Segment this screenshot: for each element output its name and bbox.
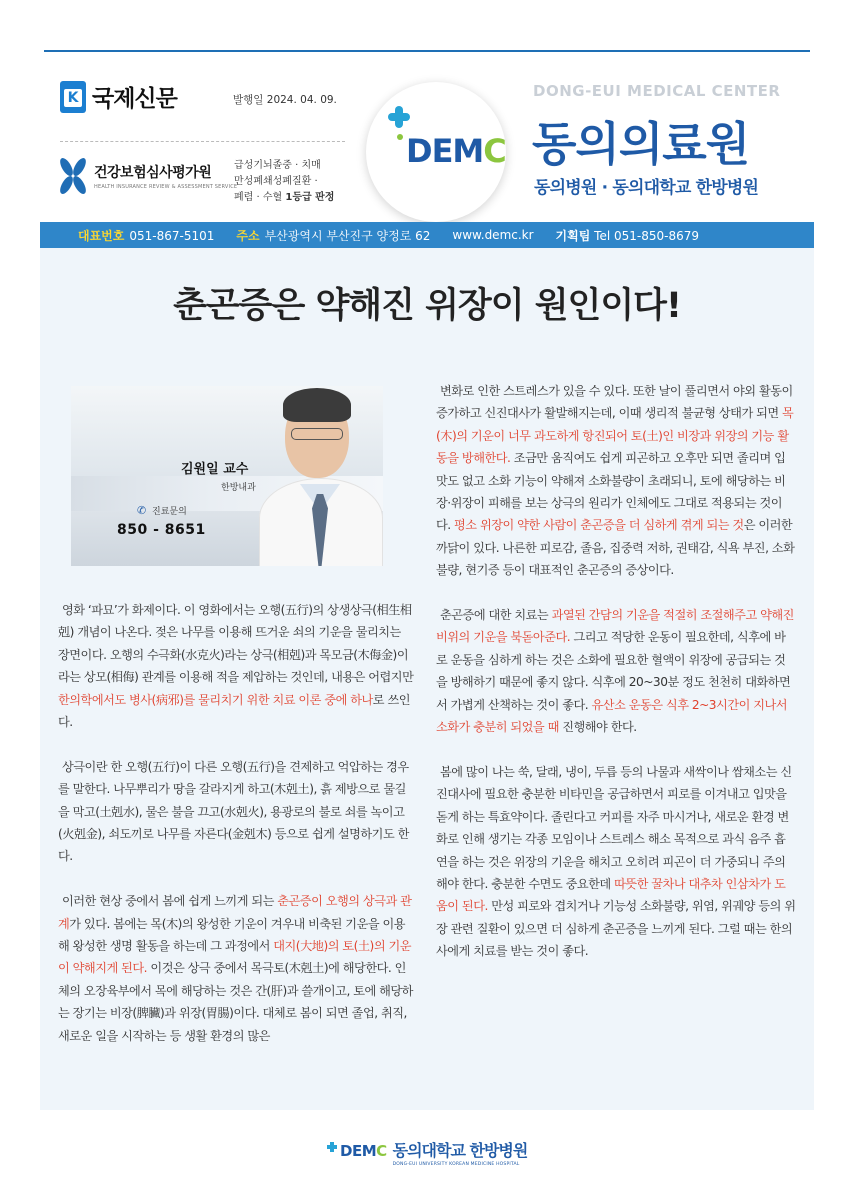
footer-demc <box>340 1142 387 1160</box>
newspaper-badge-letter: K <box>64 89 82 107</box>
demc-logo <box>366 82 506 222</box>
article-right-column <box>436 380 796 985</box>
paragraph <box>58 756 414 868</box>
main-phone-label: 대표번호 <box>78 228 125 243</box>
highlight-text: 목(木)의 기운이 너무 과도하게 항진되어 토(土)인 비장과 위장의 기능 활동을 방해한다. <box>436 406 794 466</box>
highlight-text: 대지(大地)의 토(土)의 기운이 약해지게 된다. <box>58 939 412 976</box>
demc-wordmark <box>406 132 506 170</box>
address: 부산광역시 부산진구 양정로 62 <box>264 228 431 243</box>
doctor-department: 한방내과 <box>221 483 256 493</box>
newspaper-badge-icon <box>60 81 86 113</box>
paragraph <box>436 604 796 738</box>
text-run: 그리고 적당한 운동이 필요한데, 식후에 바로 운동을 심하게 하는 것은 소화에 필요한 혈액이 위장에 공급되는 것을 방해하기 때문에 좋지 않다. 식후에 20~30분 정도 천천히 대화하면서 가볍게 산책하는 것이 좋다. <box>436 630 791 712</box>
newspaper-logo <box>60 80 177 113</box>
contact-bar <box>40 222 814 248</box>
text-run: 이것은 상극 중에서 목극토(木剋土)에 해당한다. 인체의 오장육부에서 목에 해당하는 것은 간(肝)과 쓸개이고, 토에 해당하는 장기는 비장(脾臟)과 위장(胃腸)이다. 대체로 봄이 되면 졸업, 취직, 새로운 일을 시작하는 등 생활 환경의 많은 <box>58 961 413 1043</box>
paragraph <box>436 761 796 963</box>
grade-line-2: 만성폐쇄성폐질환 · <box>234 176 318 187</box>
plan-tel: Tel 051-850-8679 <box>594 228 699 243</box>
brand-subtitle: 동의병원 · 동의대학교 한방병원 <box>534 178 759 198</box>
text-run: 가 있다. 봄에는 목(木)의 왕성한 기운이 겨우내 비축된 기운을 이용해 왕성한 생명 활동을 하는데 그 과정에서 <box>58 916 406 954</box>
doctor-phone-label <box>137 504 187 517</box>
demc-letter-c: C <box>483 132 506 170</box>
hira-name: 건강보험심사평가원 <box>94 165 212 181</box>
text-run: 만성 피로와 겹치거나 기능성 소화불량, 위염, 위궤양 등의 위장 관련 질환이 있으면 더 심하게 춘곤증을 느끼게 된다. 그럴 때는 한의사에게 치료를 받는 것이 좋다. <box>436 899 796 959</box>
footer-cross-icon <box>327 1142 337 1152</box>
article-left-column <box>58 599 414 1069</box>
doctor-photo <box>71 386 383 566</box>
brand-korean: 동의의료원 <box>532 117 750 171</box>
grade-line-3-prefix: 폐렴 · 수혈 <box>234 192 286 203</box>
highlight-text: 따뜻한 꿀차나 대추차 인삼차가 도움이 된다. <box>436 876 786 914</box>
text-run: 조금만 움직여도 쉽게 피곤하고 오후만 되면 졸리며 입맛도 없고 소화 기능이 약해져 소화불량이 초래되니, 토에 해당하는 비장·위장이 피해를 보는 상극의 원리가 인체에도 그대로 적용되는 것이다. <box>436 451 786 533</box>
highlight-text: 과열된 간담의 기운을 적절히 조절해주고 약해진 비위의 기운을 북돋아준다. <box>436 608 794 645</box>
text-run: 이러한 현상 중에서 봄에 쉽게 느끼게 되는 <box>62 894 278 909</box>
text-run: 상극이란 한 오행(五行)이 다른 오행(五行)을 견제하고 억압하는 경우를 말한다. 나무뿌리가 땅을 갈라지게 하고(木剋土), 흙 제방으로 물길을 막고(土剋水), 물은 불을 끄고(水剋火), 용광로의 불로 쇠를 녹이고(火剋金), 쇠도끼로 나무를 자른다(金剋木) 등으로 쉽게 설명하기도 한다. <box>58 759 409 864</box>
brand-english: DONG-EUI MEDICAL CENTER <box>533 82 781 100</box>
address-label: 주소 <box>236 228 260 243</box>
grade-line-3 <box>234 190 334 206</box>
grade-line-1: 급성기뇌졸중 · 치매 <box>234 160 321 171</box>
footer-demc-c: C <box>376 1142 387 1160</box>
text-run: 춘곤증에 대한 치료는 <box>440 608 552 623</box>
hira-mark-icon <box>60 157 86 195</box>
main-phone: 051-867-5101 <box>129 228 215 243</box>
doctor-name: 김원일 교수 <box>181 462 249 477</box>
doctor-phone-label-text: 진료문의 <box>152 507 187 517</box>
publication-date: 발행일 2024. 04. 09. <box>233 94 337 106</box>
plan-label: 기획팀 <box>555 228 591 243</box>
hospital-cross-icon <box>388 106 410 128</box>
paragraph <box>58 890 414 1047</box>
highlight-text: 유산소 운동은 식후 2~3시간이 지나서 소화가 충분히 되었을 때 <box>436 697 788 735</box>
website-link[interactable]: www.demc.kr <box>452 228 534 242</box>
article-headline: 춘곤증은 약해진 위장이 원인이다! <box>173 286 681 326</box>
grade-info <box>234 158 334 206</box>
paragraph <box>436 380 796 582</box>
hira-logo <box>60 157 237 195</box>
footer-logo <box>327 1138 527 1167</box>
text-run: 로 쓰인다. <box>58 692 410 730</box>
text-run: 은 이러한 까닭이 있다. 나른한 피로감, 졸음, 집중력 저하, 권태감, 식욕 부진, 소화불량, 현기증 등이 대표적인 춘곤증의 증상이다. <box>436 518 795 578</box>
footer-hospital-name: 동의대학교 한방병원 <box>392 1141 528 1160</box>
text-run: 진행해야 한다. <box>558 720 637 735</box>
footer-hospital-english: DONG-EUI UNIVERSITY KOREAN MEDICINE HOSPITAL <box>392 1162 520 1167</box>
footer-demc-text: DEM <box>340 1142 377 1160</box>
top-divider <box>44 50 810 52</box>
demc-letter-d: D <box>406 132 432 170</box>
text-run: 봄에 많이 나는 쑥, 달래, 냉이, 두릅 등의 나물과 새싹이나 쌈채소는 신진대사에 필요한 충분한 비타민을 공급하면서 피로를 이겨내고 입맛을 돋게 하는 특효약이다. 졸린다고 커피를 자주 마시거나, 새로운 환경 변화로 인해 생기는 각종 모임이나 스트레스 해소 목적으로 과식 음주 흡연을 하는 것은 위장의 기운을 해치고 오히려 피곤이 더 가중되니 주의해야 한다. 충분한 수면도 중요한데 <box>436 764 792 891</box>
highlight-text: 한의학에서도 병사(病邪)를 물리치기 위한 치료 이론 중에 하나 <box>58 692 373 707</box>
hira-subtitle: HEALTH INSURANCE REVIEW & ASSESSMENT SERVICE <box>94 184 238 190</box>
highlight-text: 춘곤증이 오행의 상극과 관계 <box>58 894 412 931</box>
text-run: 영화 ‘파묘’가 화제이다. 이 영화에서는 오행(五行)의 상생상극(相生相剋) 개념이 나온다. 젖은 나무를 이용해 뜨거운 쇠의 기운을 물리치는 장면이다. 오행의 수극화(水克火)라는 상극(相剋)과 목모금(木侮金)이라는 상모(相侮) 관계를 이용해 적을 제압하는 것인데, 내용은 어렵지만 <box>58 603 414 685</box>
text-run: 변화로 인한 스트레스가 있을 수 있다. 또한 날이 풀리면서 야외 활동이 증가하고 신진대사가 활발해지는데, 이때 생리적 불균형 상태가 되면 <box>436 384 793 421</box>
highlight-text: 평소 위장이 약한 사람이 춘곤증을 더 심하게 겪게 되는 것 <box>454 518 744 533</box>
grade-line-3-bold: 1등급 판정 <box>285 192 335 203</box>
newspaper-name: 국제신문 <box>92 86 177 112</box>
doctor-phone: 850 - 8651 <box>117 522 206 538</box>
paragraph <box>58 599 414 733</box>
demc-letter-m: M <box>452 132 484 170</box>
phone-icon: ✆ <box>137 503 147 517</box>
demc-letter-e: E <box>431 132 453 170</box>
header-dashed-divider <box>60 141 345 142</box>
